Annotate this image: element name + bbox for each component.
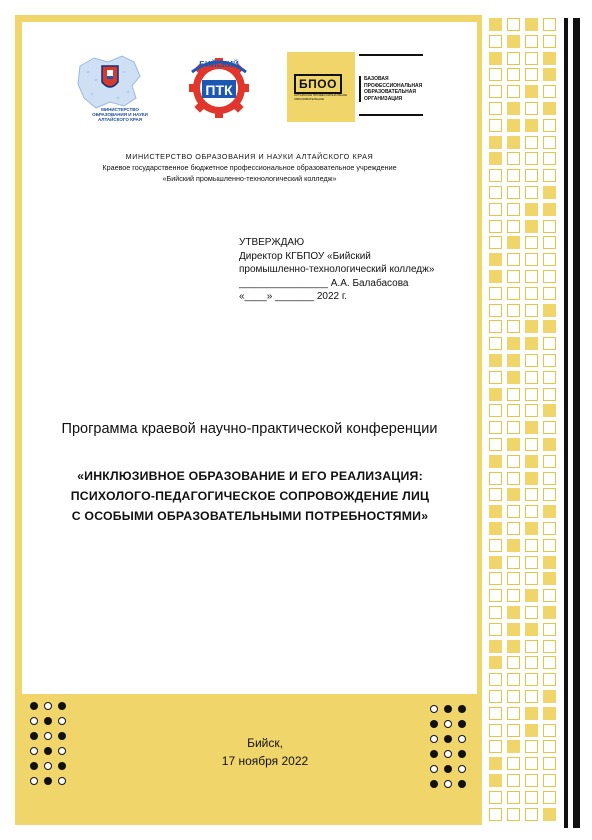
decorative-square [525,539,538,552]
decorative-square [507,455,520,468]
decorative-square [489,68,502,81]
decorative-square [489,455,502,468]
bpoo-logo-mark [287,52,355,122]
decorative-square [525,220,538,233]
decorative-dot [44,702,52,710]
decorative-square [489,522,502,535]
approval-heading: УТВЕРЖДАЮ [239,237,305,248]
decorative-square [543,690,556,703]
decorative-square [507,152,520,165]
approval-signature: ________________ А.А. Балабасова [239,277,409,289]
decorative-square [489,136,502,149]
decorative-square [489,169,502,182]
decorative-square [525,320,538,333]
decorative-square [543,304,556,317]
decorative-square [543,287,556,300]
decorative-dot [430,735,438,743]
college-logo-abbr: ПТК [205,82,233,98]
decorative-square [489,203,502,216]
decorative-square [489,438,502,451]
decorative-square [525,505,538,518]
decorative-dot [430,750,438,758]
decorative-square [507,606,520,619]
decorative-square [507,253,520,266]
decorative-square [507,169,520,182]
decorative-square [525,404,538,417]
decorative-square [507,119,520,132]
decorative-dot [44,747,52,755]
decorative-square [543,472,556,485]
decorative-square [543,421,556,434]
decorative-square [489,539,502,552]
decorative-square [525,102,538,115]
decorative-square [525,136,538,149]
decorative-square [543,589,556,602]
decorative-square [543,707,556,720]
approval-date: «____» _______ 2022 г. [239,291,348,302]
decorative-square [525,673,538,686]
decorative-square [543,640,556,653]
decorative-square [489,186,502,199]
decorative-square [507,589,520,602]
decorative-square [489,623,502,636]
college-logo [182,48,256,122]
decorative-dot [444,705,452,713]
decorative-square [543,522,556,535]
decorative-square [543,740,556,753]
decorative-square [507,354,520,367]
decorative-square [507,438,520,451]
institution-name: «Бийский промышленно-технологический колледж» [162,174,337,183]
decorative-square [507,102,520,115]
decorative-dot [30,762,38,770]
decorative-square [507,68,520,81]
decorative-square [489,606,502,619]
decorative-square [543,388,556,401]
decorative-square [525,354,538,367]
decorative-square [507,388,520,401]
decorative-square [543,539,556,552]
decorative-square [507,52,520,65]
decorative-square [525,455,538,468]
decorative-square [525,791,538,804]
decorative-dot [44,777,52,785]
decorative-square [543,35,556,48]
decorative-square [507,724,520,737]
decorative-square [543,270,556,283]
decorative-square [489,304,502,317]
decorative-bar-thin [564,18,568,828]
decorative-square [543,68,556,81]
decorative-square [489,656,502,669]
decorative-square [489,354,502,367]
decorative-bar-thick [573,18,580,828]
decorative-square [525,690,538,703]
decorative-square [543,774,556,787]
decorative-square [489,690,502,703]
decorative-square [489,85,502,98]
decorative-square [525,337,538,350]
decorative-dot [458,765,466,773]
decorative-square [525,85,538,98]
decorative-square [525,522,538,535]
decorative-square [543,102,556,115]
decorative-square [543,724,556,737]
decorative-square [507,791,520,804]
decorative-square [543,253,556,266]
decorative-square [543,371,556,384]
decorative-square [489,236,502,249]
decorative-square [525,589,538,602]
decorative-square [543,623,556,636]
organization-header [22,151,477,184]
decorative-square [507,404,520,417]
conference-theme [30,466,470,526]
decorative-square [543,203,556,216]
decorative-square [543,152,556,165]
decorative-square [543,85,556,98]
decorative-square [507,287,520,300]
city: Бийск, [247,736,283,750]
decorative-square [489,220,502,233]
decorative-square [525,203,538,216]
decorative-square [489,287,502,300]
decorative-square [543,404,556,417]
decorative-square [525,421,538,434]
decorative-square [525,371,538,384]
decorative-dot [458,780,466,788]
ministry-logo-caption: МИНИСТЕРСТВО ОБРАЗОВАНИЯ И НАУКИ АЛТАЙСКОГО КРАЯ [92,107,148,122]
bpoo-logo-abbr: БПОО [294,74,342,94]
ministry-name: МИНИСТЕРСТВО ОБРАЗОВАНИЯ И НАУКИ АЛТАЙСКОГО КРАЯ [125,152,374,161]
decorative-square [507,270,520,283]
decorative-square [507,320,520,333]
decorative-square [543,808,556,821]
decorative-square [525,68,538,81]
decorative-square [489,740,502,753]
decorative-square [489,589,502,602]
decorative-square [507,488,520,501]
decorative-square [525,623,538,636]
decorative-square [507,236,520,249]
decorative-square [525,724,538,737]
decorative-square [507,505,520,518]
approval-college: промышленно-технологический колледж» [239,264,435,275]
decorative-square [489,52,502,65]
decorative-square [543,791,556,804]
decorative-square [525,808,538,821]
decorative-square [507,556,520,569]
bpoo-logo [287,52,427,122]
bpoo-logo-bottom-line [359,114,423,116]
place-and-date [160,734,370,770]
decorative-square [489,253,502,266]
decorative-dot [58,732,66,740]
decorative-square [525,388,538,401]
decorative-square [543,186,556,199]
decorative-square [525,640,538,653]
decorative-square [543,236,556,249]
page-content-area [22,22,477,694]
decorative-dot [444,780,452,788]
decorative-square [507,572,520,585]
decorative-square [489,472,502,485]
decorative-square [507,673,520,686]
decorative-square [507,740,520,753]
decorative-square [507,623,520,636]
decorative-dot [458,720,466,728]
decorative-square [543,320,556,333]
decorative-square [489,572,502,585]
decorative-square [543,488,556,501]
decorative-square [489,640,502,653]
decorative-dot [30,777,38,785]
decorative-square [543,455,556,468]
decorative-square [525,606,538,619]
decorative-square [489,488,502,501]
decorative-square [489,320,502,333]
conference-theme-line-2: ПСИХОЛОГО-ПЕДАГОГИЧЕСКОЕ СОПРОВОЖДЕНИЕ ЛИЦ [70,489,430,503]
decorative-square [507,186,520,199]
decorative-dot [444,720,452,728]
institution-type: Краевое государственное бюджетное профессиональное образовательное учреждение [102,163,397,172]
decorative-dot [58,777,66,785]
approval-director: Директор КГБПОУ «Бийский [239,250,371,262]
decorative-square [525,740,538,753]
decorative-square [543,757,556,770]
decorative-square [489,404,502,417]
decorative-square [525,270,538,283]
decorative-square [489,808,502,821]
decorative-square [525,18,538,31]
decorative-dot [58,747,66,755]
decorative-square [543,572,556,585]
decorative-square [543,337,556,350]
decorative-square [525,52,538,65]
decorative-square [543,354,556,367]
decorative-square [543,220,556,233]
decorative-square [507,522,520,535]
decorative-dot [30,747,38,755]
decorative-square [489,102,502,115]
decorative-square [525,656,538,669]
decorative-square [525,488,538,501]
decorative-square [507,757,520,770]
decorative-square [507,136,520,149]
decorative-dot [44,732,52,740]
decorative-dot [44,717,52,725]
decorative-square [507,472,520,485]
decorative-square [525,253,538,266]
decorative-square [543,505,556,518]
decorative-square [543,556,556,569]
decorative-square [543,656,556,669]
decorative-square [507,35,520,48]
decorative-square [525,236,538,249]
college-logo-top-text: БИЙСКИЙ [199,60,239,69]
decorative-square [489,270,502,283]
decorative-square [543,673,556,686]
date: 17 ноября 2022 [221,754,309,768]
decorative-square [543,438,556,451]
decorative-square [507,203,520,216]
decorative-square [525,757,538,770]
decorative-square [489,337,502,350]
approval-block [239,236,479,304]
decorative-square [525,556,538,569]
decorative-square [489,35,502,48]
decorative-square-grid [489,18,561,828]
decorative-square [507,371,520,384]
bpoo-logo-small-text: АЛТАЙСКОЕ ПРОФЕССИОНАЛЬНОЕ ОБРАЗОВАТЕЛЬНОЕ [294,93,348,101]
decorative-dot [430,780,438,788]
decorative-dot [430,705,438,713]
decorative-dot [458,750,466,758]
decorative-square [507,304,520,317]
bpoo-logo-top-line [359,54,423,64]
decorative-square [489,707,502,720]
decorative-square [543,52,556,65]
decorative-square [507,690,520,703]
decorative-dot [444,765,452,773]
decorative-square [507,707,520,720]
decorative-square [525,169,538,182]
decorative-square [543,119,556,132]
decorative-square [525,152,538,165]
decorative-dots-left [30,702,75,792]
decorative-dot [430,765,438,773]
decorative-square [507,421,520,434]
decorative-square [489,388,502,401]
decorative-square [525,774,538,787]
decorative-dot [58,717,66,725]
program-title: Программа краевой научно-практической конференции [61,421,438,437]
decorative-square [525,287,538,300]
decorative-dot [30,717,38,725]
decorative-square [489,757,502,770]
decorative-square [525,707,538,720]
decorative-dot [458,705,466,713]
decorative-square [525,304,538,317]
decorative-square [507,808,520,821]
decorative-square [507,640,520,653]
decorative-square [489,18,502,31]
decorative-square [489,505,502,518]
decorative-square [507,539,520,552]
decorative-square [489,673,502,686]
decorative-square [507,220,520,233]
decorative-dot [44,762,52,770]
decorative-square [507,18,520,31]
decorative-square [543,169,556,182]
decorative-square [489,774,502,787]
decorative-square [489,724,502,737]
decorative-square [543,136,556,149]
bpoo-logo-caption: БАЗОВАЯ ПРОФЕССИОНАЛЬНАЯ ОБРАЗОВАТЕЛЬНАЯ ОРГАНИЗАЦИЯ [359,76,430,102]
decorative-dot [58,762,66,770]
decorative-square [507,85,520,98]
decorative-dot [430,720,438,728]
decorative-square [525,572,538,585]
decorative-dot [30,732,38,740]
decorative-square [489,556,502,569]
decorative-square [489,421,502,434]
decorative-dot [458,735,466,743]
decorative-dot [444,735,452,743]
decorative-square [525,119,538,132]
decorative-square [489,152,502,165]
decorative-dot [30,702,38,710]
decorative-square [525,186,538,199]
decorative-dot [58,702,66,710]
decorative-square [525,35,538,48]
decorative-dots-right [430,705,475,800]
decorative-square [507,656,520,669]
decorative-square [489,371,502,384]
decorative-square [525,438,538,451]
decorative-square [507,774,520,787]
decorative-square [507,337,520,350]
decorative-square [543,606,556,619]
conference-theme-line-3: С ОСОБЫМИ ОБРАЗОВАТЕЛЬНЫМИ ПОТРЕБНОСТЯМИ» [71,509,429,523]
decorative-square [489,791,502,804]
decorative-dot [444,750,452,758]
decorative-square [525,472,538,485]
decorative-square [543,18,556,31]
conference-theme-line-1: «ИНКЛЮЗИВНОЕ ОБРАЗОВАНИЕ И ЕГО РЕАЛИЗАЦИЯ: [77,469,423,483]
decorative-square [489,119,502,132]
